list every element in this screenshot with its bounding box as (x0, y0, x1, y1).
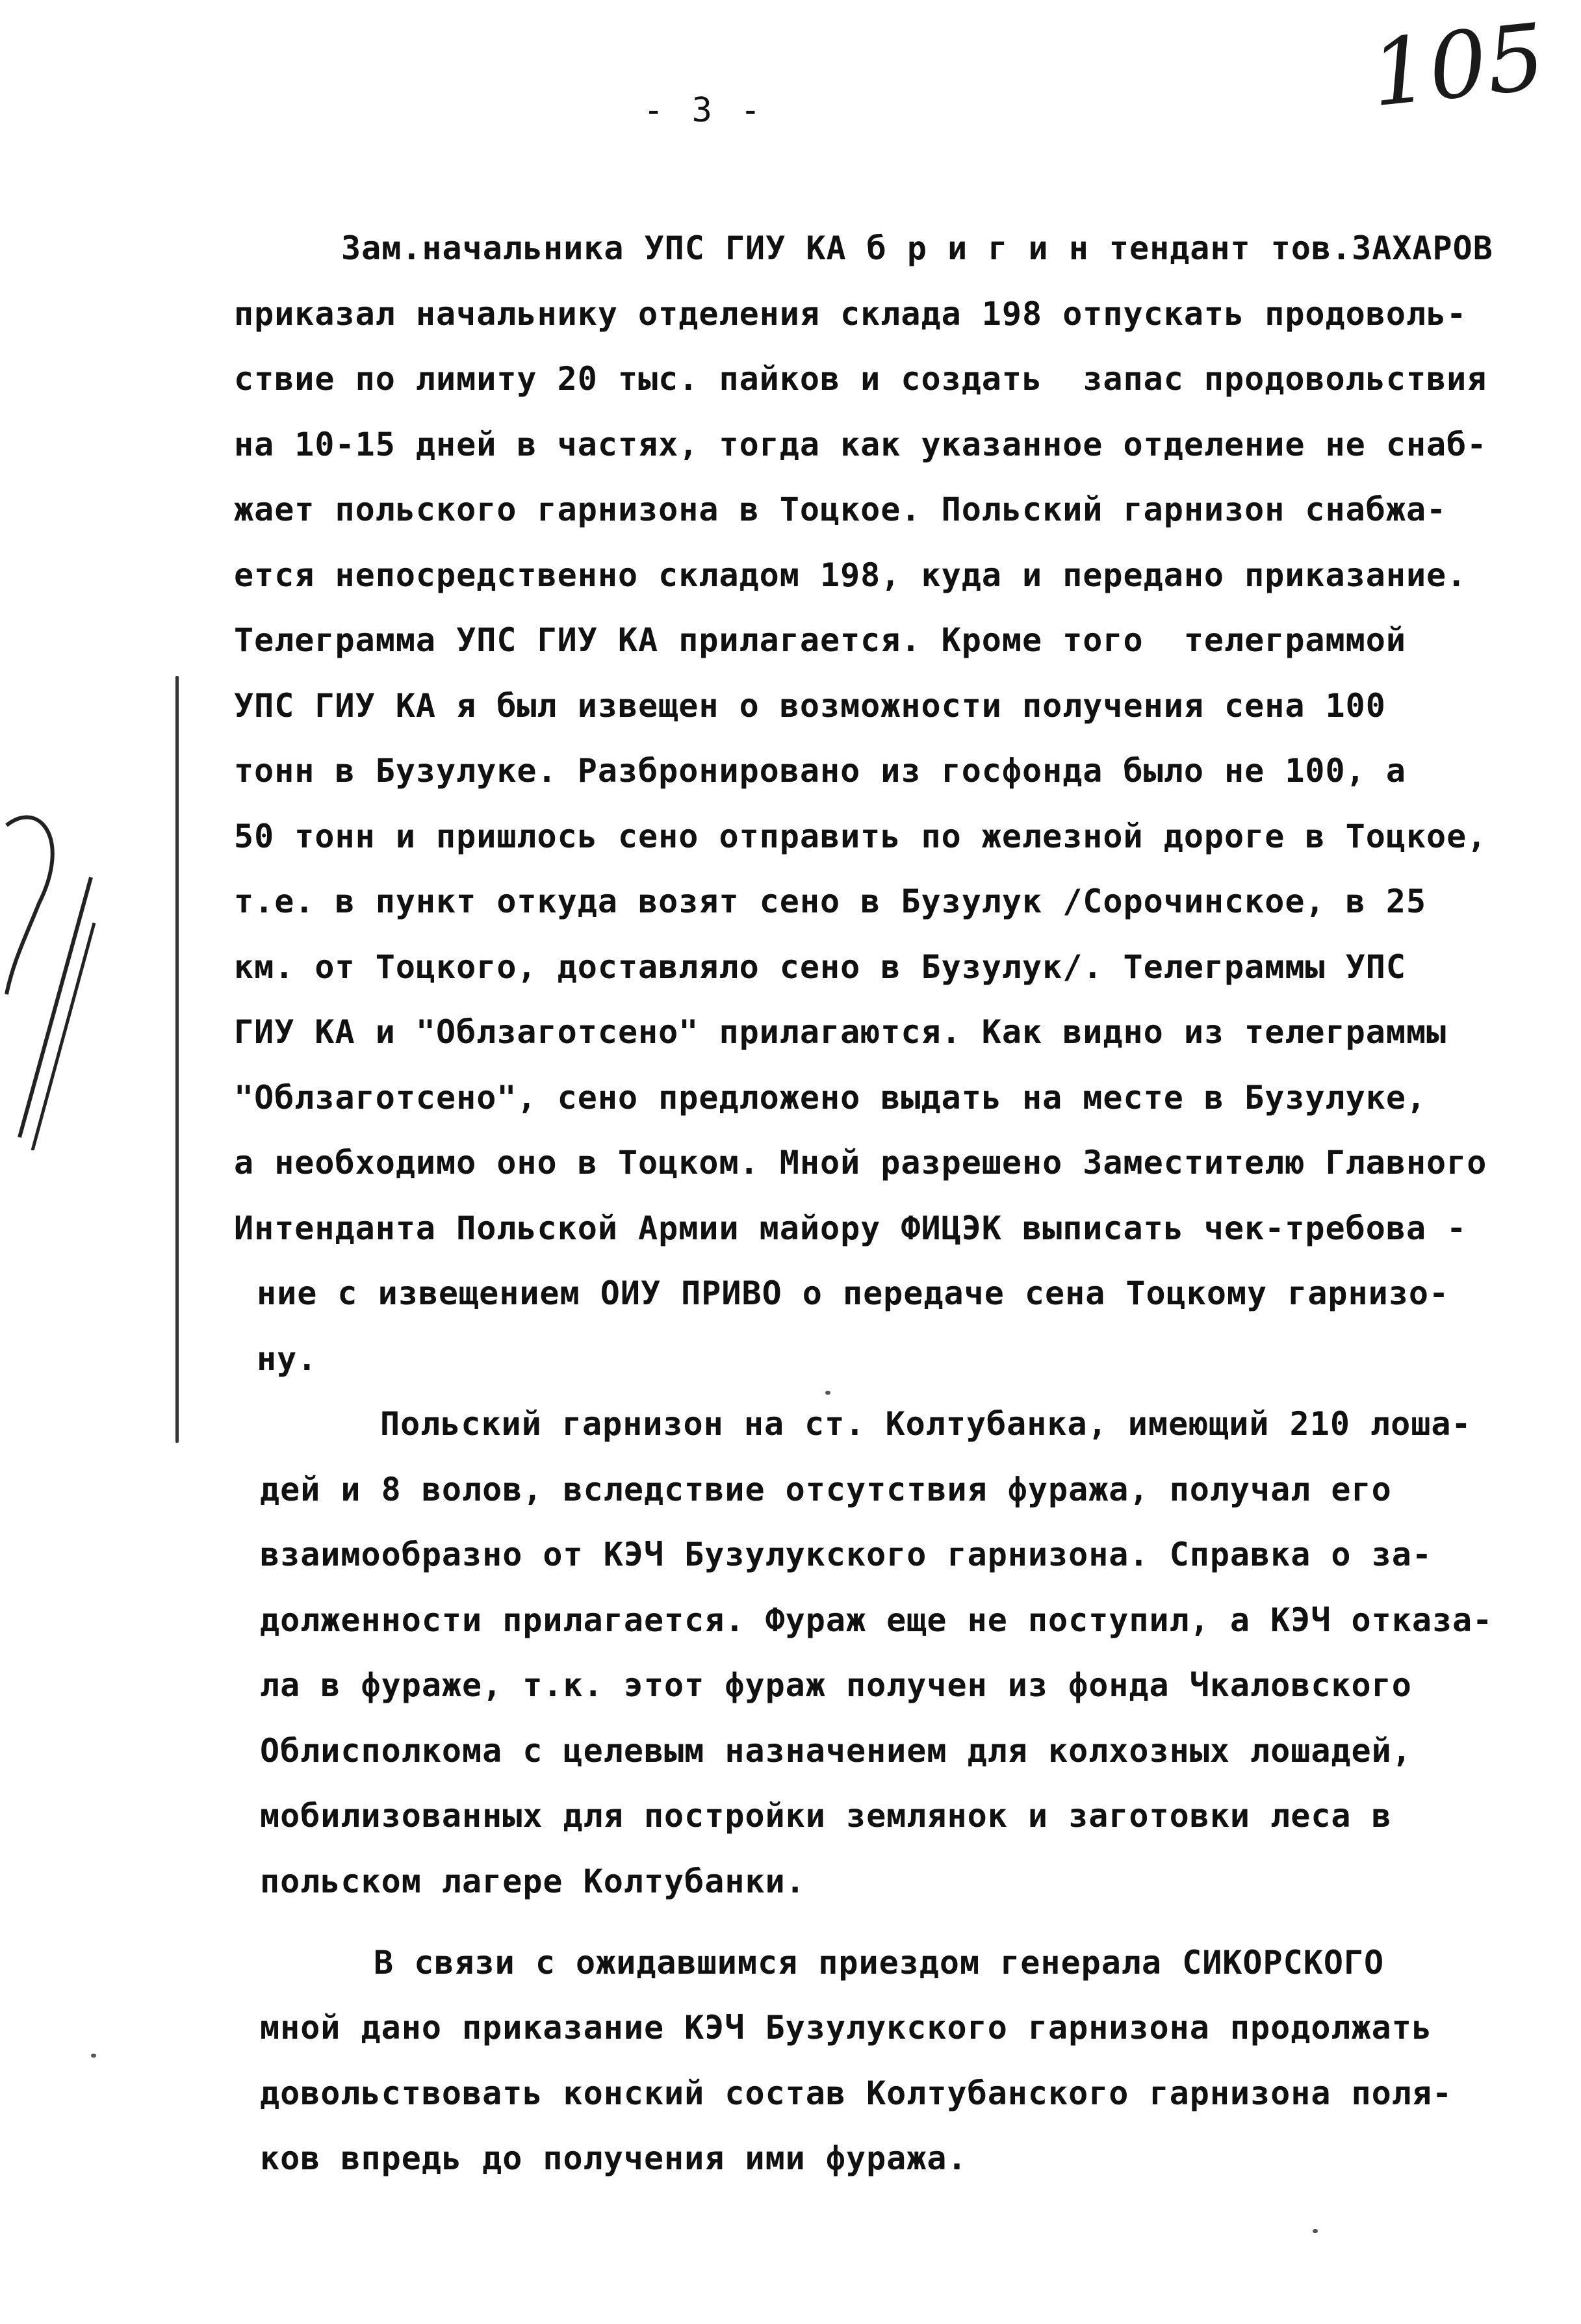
text-line: ние с извещением ОИУ ПРИВО о передаче сена Тоцкому гарнизо- (257, 1274, 1450, 1312)
text-line: мобилизованных для постройки землянок и заготовки леса в (260, 1797, 1392, 1835)
text-line: км. от Тоцкого, доставляло сено в Бузулук/. Телеграммы УПС (234, 948, 1406, 986)
text-line: Зам.начальника УПС ГИУ КА б р и г и н тендант тов.ЗАХАРОВ (341, 229, 1493, 267)
text-line: Облисполкома с целевым назначением для колхозных лошадей, (260, 1732, 1412, 1770)
text-line: УПС ГИУ КА я был извещен о возможности получения сена 100 (234, 687, 1386, 725)
text-line: Телеграмма УПС ГИУ КА прилагается. Кроме того телеграммой (234, 621, 1406, 659)
paper-speck (91, 2054, 96, 2058)
text-line: ствие по лимиту 20 тыс. пайков и создать запас продовольствия (234, 360, 1487, 398)
text-line: В связи с ожидавшимся приездом генерала СИКОРСКОГО (374, 1944, 1385, 1982)
text-line: а необходимо оно в Тоцком. Мной разрешено Заместителю Главного (234, 1144, 1487, 1181)
text-line: "Облзаготсено", сено предложено выдать на месте в Бузулуке, (234, 1079, 1427, 1117)
text-line: мной дано приказание КЭЧ Бузулукского гарнизона продолжать (260, 2009, 1432, 2046)
text-line: тонн в Бузулуке. Разбронировано из госфонда было не 100, а (234, 752, 1406, 790)
text-line: польском лагере Колтубанки. (260, 1863, 806, 1900)
text-line: Польский гарнизон на ст. Колтубанка, имеющий 210 лоша- (380, 1405, 1472, 1443)
text-line: 50 тонн и пришлось сено отправить по железной дороге в Тоцкое, (234, 818, 1487, 855)
text-line: ГИУ КА и "Облзаготсено" прилагаются. Как видно из телеграммы (234, 1013, 1447, 1051)
page-number: - 3 - (643, 91, 765, 130)
text-line: на 10-15 дней в частях, тогда как указанное отделение не снаб- (234, 426, 1487, 463)
text-line: ла в фураже, т.к. этот фураж получен из фонда Чкаловского (260, 1666, 1412, 1704)
text-line: довольствовать конский состав Колтубанского гарнизона поля- (260, 2074, 1453, 2112)
text-line: ну. (257, 1340, 318, 1378)
text-line: дей и 8 волов, вследствие отсутствия фуража, получал его (260, 1471, 1392, 1508)
paper-speck (1313, 2229, 1318, 2233)
text-line: взаимообразно от КЭЧ Бузулукского гарнизона. Справка о за- (260, 1536, 1432, 1573)
paper-speck (825, 1391, 830, 1395)
text-line: приказал начальнику отделения склада 198 отпускать продоволь- (234, 295, 1467, 333)
text-line: ется непосредственно складом 198, куда и передано приказание. (234, 556, 1467, 594)
text-line: т.е. в пункт откуда возят сено в Бузулук /Сорочинское, в 25 (234, 883, 1427, 920)
text-line: жает польского гарнизона в Тоцкое. Польский гарнизон снабжа- (234, 491, 1447, 528)
text-line: Интенданта Польской Армии майору ФИЦЭК выписать чек-требова - (234, 1209, 1467, 1247)
handwritten-margin-mark (0, 799, 97, 1150)
text-line: ков впредь до получения ими фуража. (260, 2139, 968, 2177)
margin-vertical-line (175, 676, 179, 1443)
text-line: долженности прилагается. Фураж еще не поступил, а КЭЧ отказа- (260, 1601, 1493, 1639)
handwritten-archive-number: 105 (1366, 4, 1550, 128)
